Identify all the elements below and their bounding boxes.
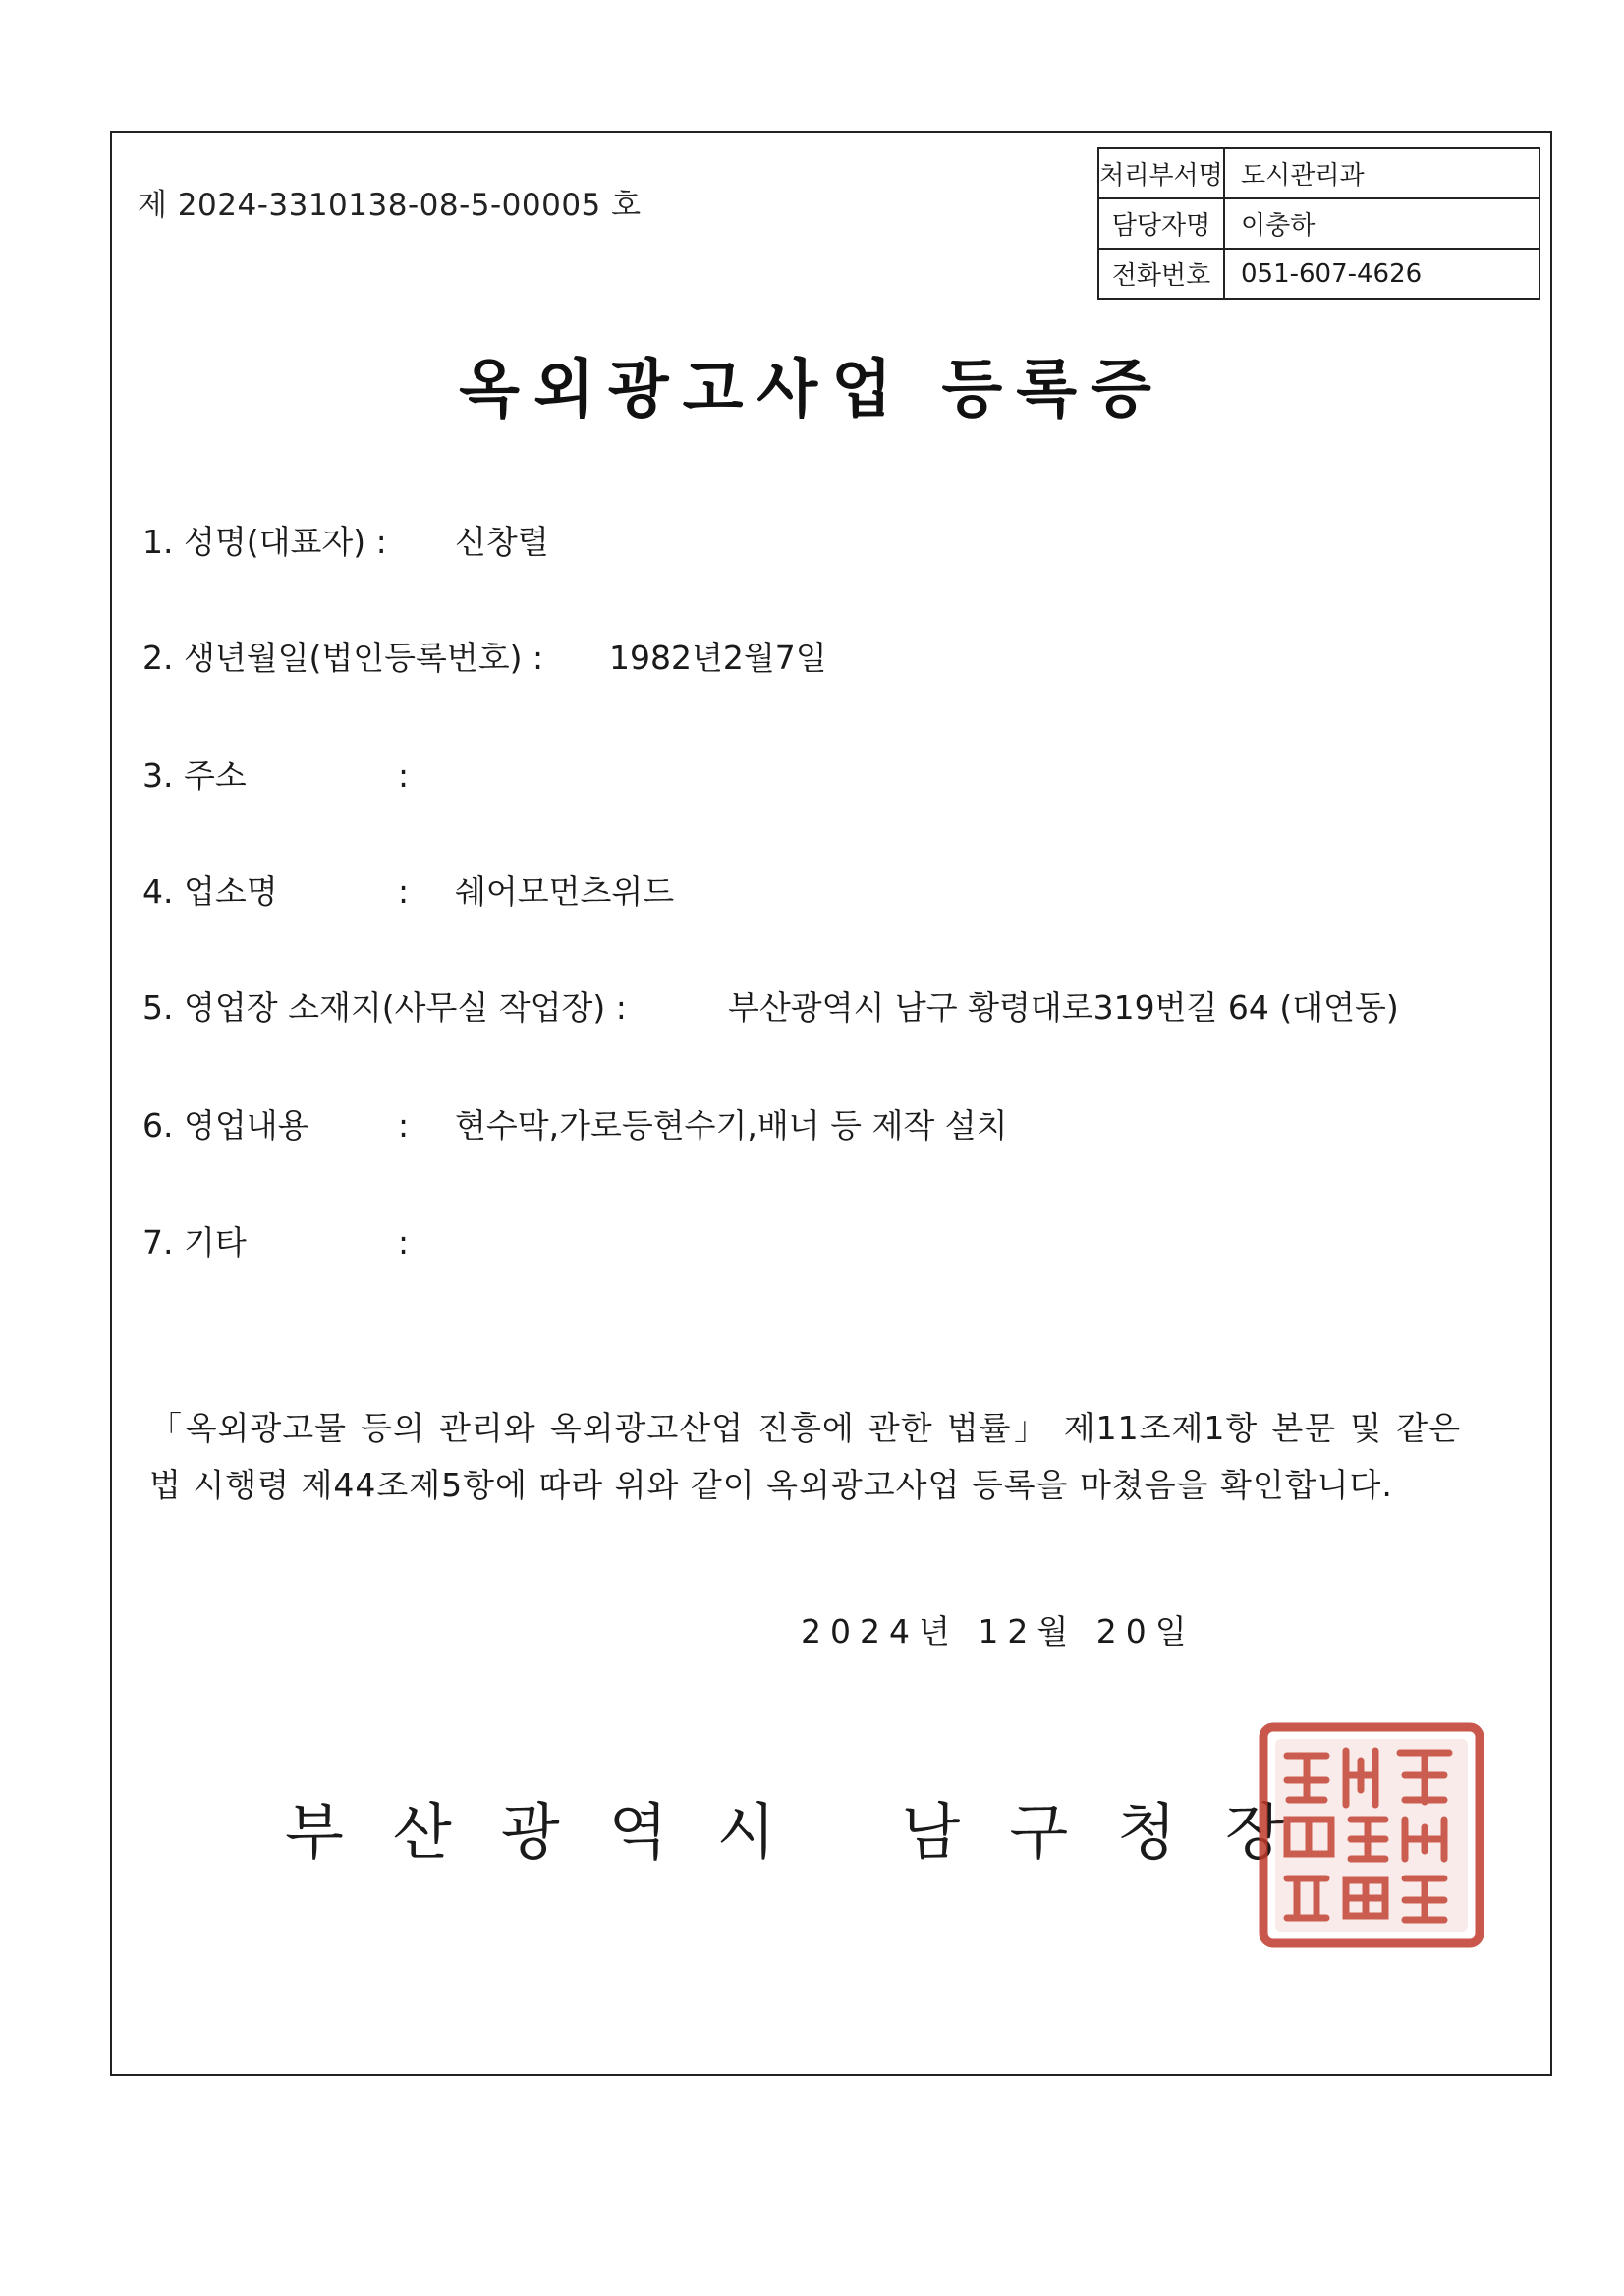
field-business-name: [142, 870, 675, 914]
field-business-location: [142, 986, 1399, 1030]
info-value: 051-607-4626: [1224, 249, 1540, 299]
issuer-name: [285, 1783, 1333, 1871]
field-label: 7. 기타: [142, 1223, 247, 1261]
field-colon: :: [398, 756, 410, 795]
official-seal-stamp-icon: [1258, 1721, 1485, 1949]
issuer-city: 부산광역시: [285, 1796, 825, 1868]
info-value: 이충하: [1224, 198, 1540, 249]
issuer-office: 남구청장: [901, 1796, 1334, 1868]
document-title: 옥외광고사업 등록증: [459, 354, 1165, 426]
registration-number: 제 2024-3310138-08-5-00005 호: [138, 188, 642, 223]
contact-info-table: [1097, 147, 1540, 300]
info-value: 도시관리과: [1224, 148, 1540, 198]
info-label: 처리부서명: [1098, 148, 1224, 198]
field-colon: :: [398, 872, 410, 911]
field-representative: [142, 521, 549, 564]
field-other: [142, 1221, 410, 1264]
field-colon: :: [398, 1223, 410, 1261]
field-label: 2. 생년월일(법인등록번호) :: [142, 639, 544, 677]
field-birthdate: [142, 637, 827, 680]
field-colon: :: [398, 1106, 410, 1145]
field-label: 3. 주소: [142, 756, 247, 795]
field-address: [142, 755, 410, 798]
field-value: 부산광역시 남구 황령대로319번길 64 (대연동): [728, 988, 1399, 1027]
issue-date: 2024년 12월 20일: [801, 1612, 1196, 1651]
certification-statement: 「옥외광고물 등의 관리와 옥외광고산업 진흥에 관한 법률」 제11조제1항 본문 및 같은 법 시행령 제44조제5항에 따라 위와 같이 옥외광고사업 등록을 마쳤음을 확인합니다.: [149, 1409, 1461, 1504]
field-value: 현수막,가로등현수기,배너 등 제작 설치: [455, 1106, 1008, 1145]
field-label: 1. 성명(대표자) :: [142, 523, 387, 561]
info-row-officer: [1098, 198, 1540, 249]
field-value: 1982년2월7일: [609, 639, 827, 677]
field-value: 쉐어모먼츠위드: [455, 872, 675, 911]
info-label: 담당자명: [1098, 198, 1224, 249]
field-label: 4. 업소명: [142, 872, 278, 911]
field-value: 신창렬: [455, 523, 549, 561]
field-business-content: [142, 1104, 1008, 1148]
field-label: 6. 영업내용: [142, 1106, 309, 1145]
field-label: 5. 영업장 소재지(사무실 작업장) :: [142, 988, 627, 1027]
info-row-phone: [1098, 249, 1540, 299]
info-label: 전화번호: [1098, 249, 1224, 299]
info-row-department: [1098, 148, 1540, 198]
